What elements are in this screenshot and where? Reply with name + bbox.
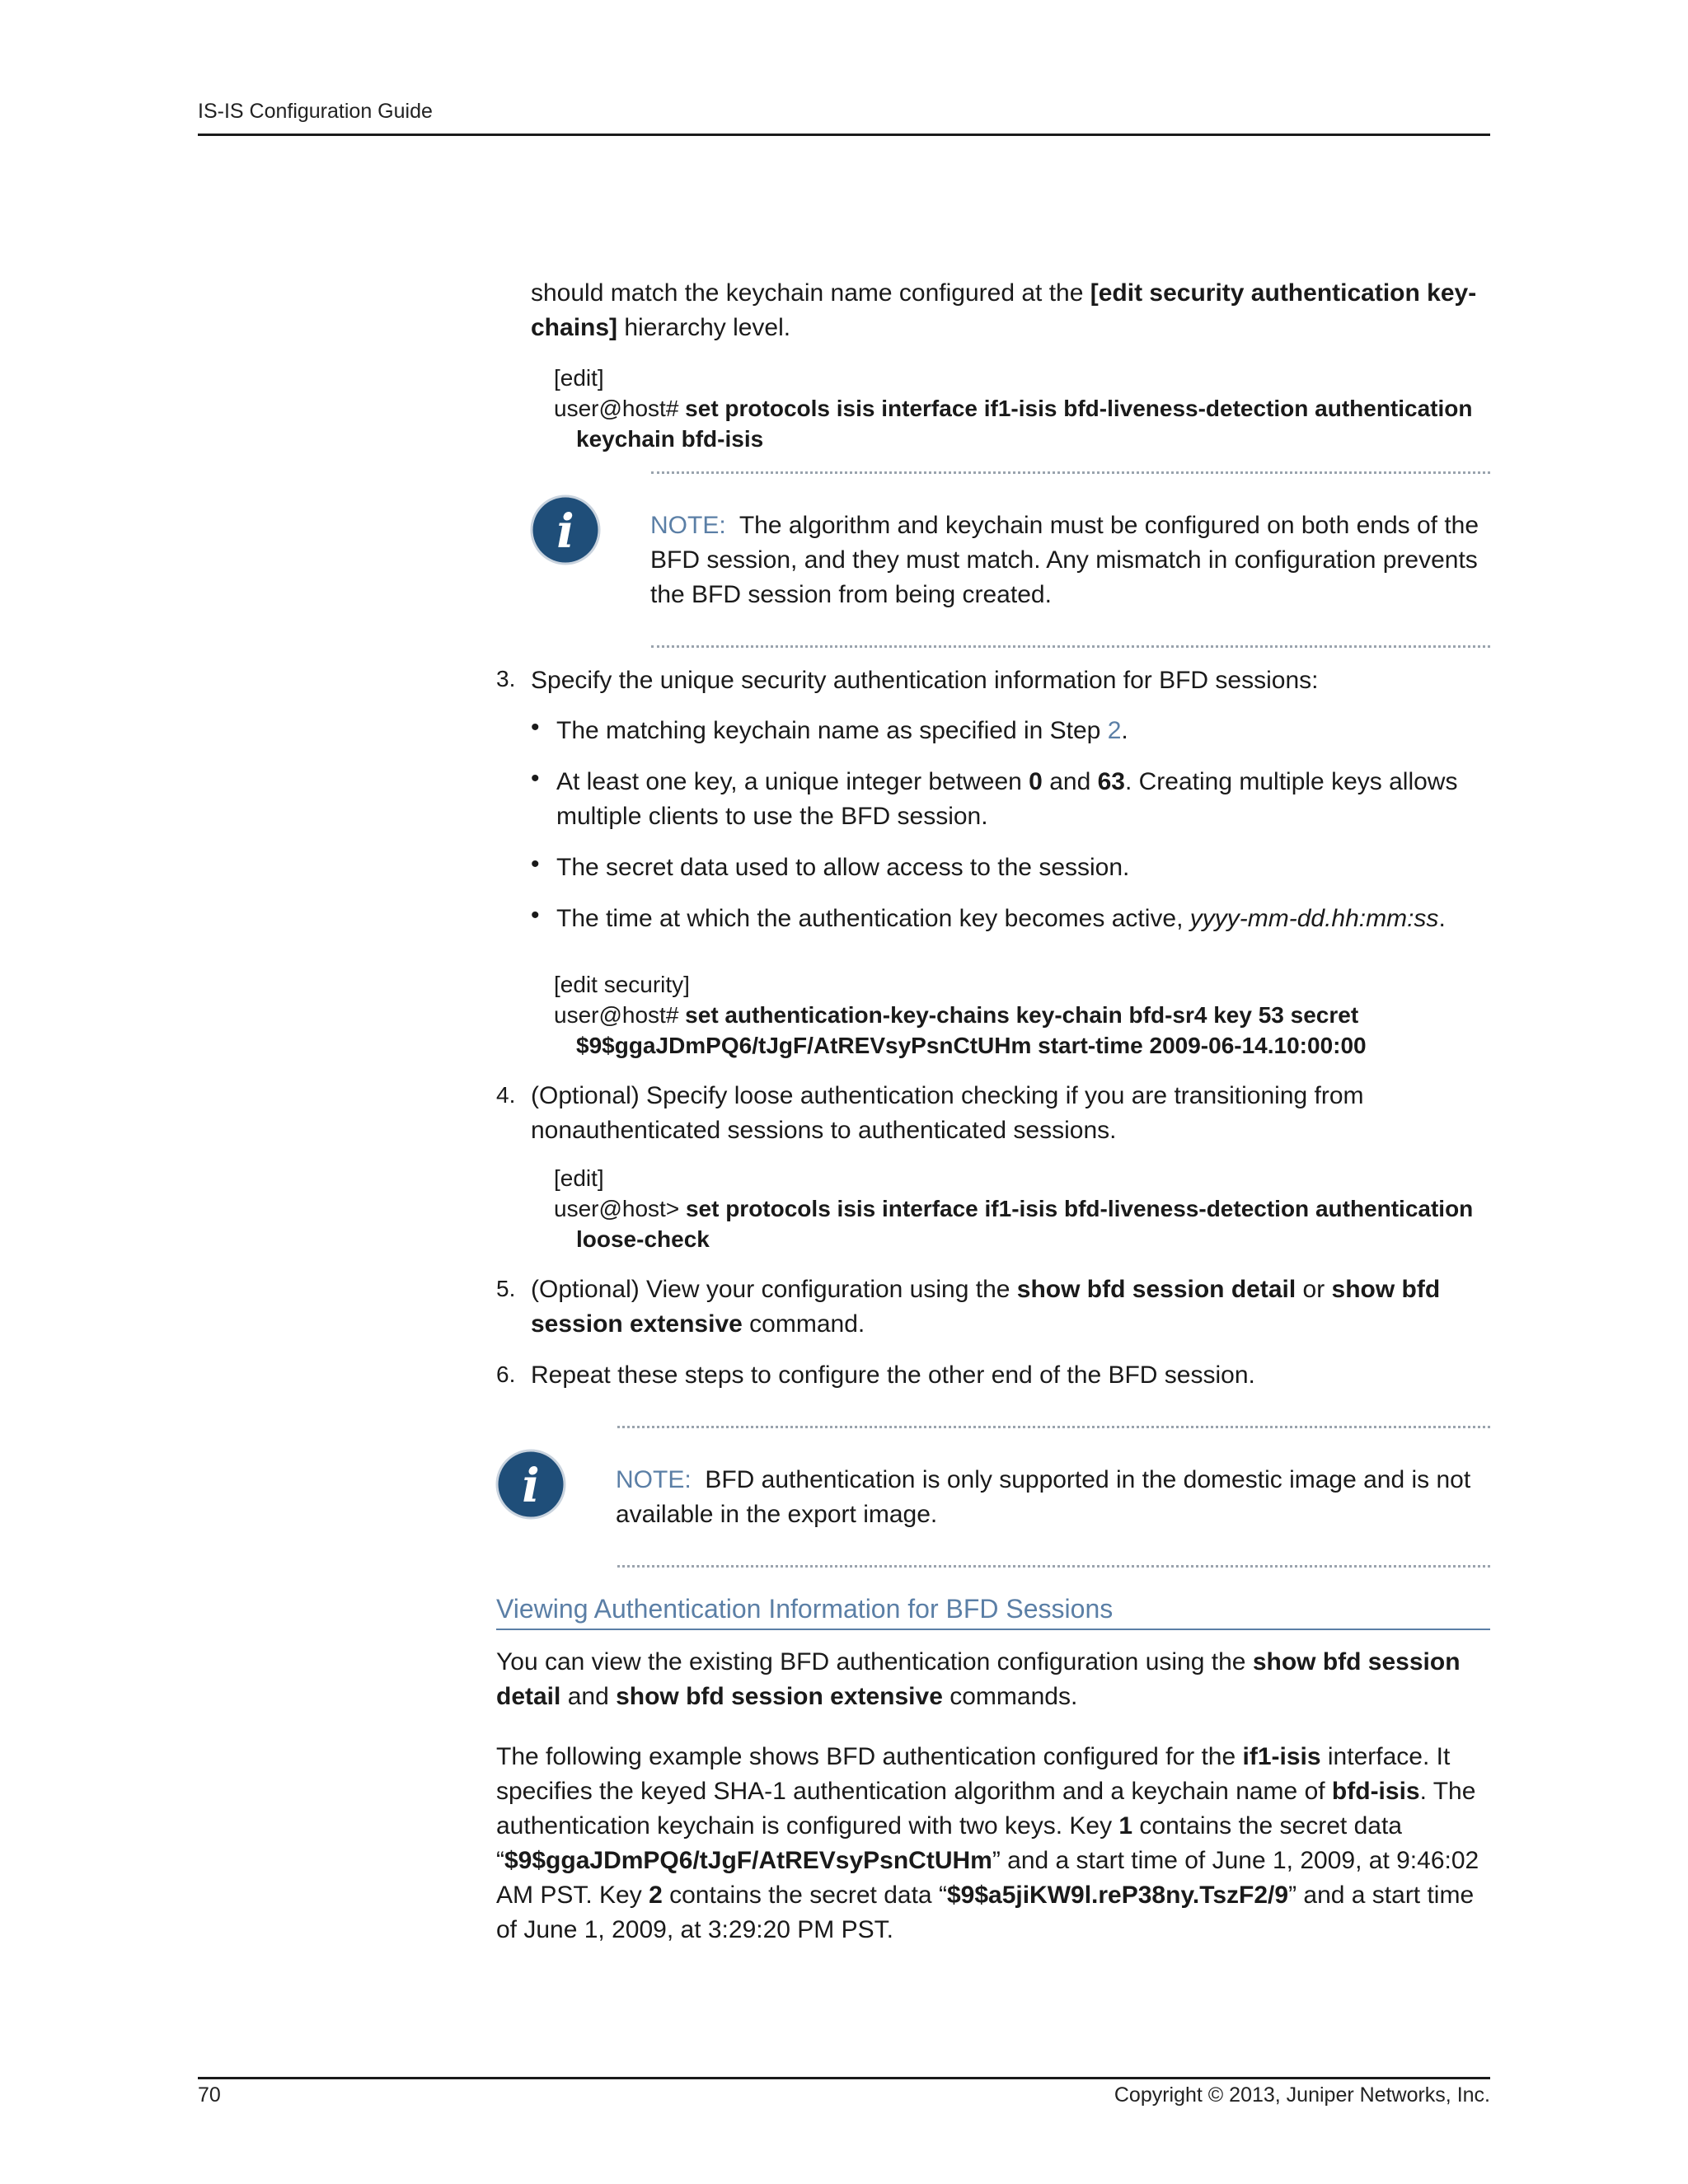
cli-prompt: user@host# xyxy=(554,1002,686,1028)
section-heading-rule xyxy=(496,1629,1490,1630)
note-divider-bottom xyxy=(651,645,1490,648)
command-block xyxy=(554,969,1502,1061)
step-text: (Optional) View your configuration using the show bfd session detail or show bfd session extensive command. xyxy=(531,1276,1441,1338)
section-heading: Viewing Authentication Information for BFD Sessions xyxy=(496,1594,1114,1624)
list-item: The time at which the authentication key becomes active, yyyy-mm-dd.hh:mm:ss. xyxy=(556,905,1446,932)
cli-command: set protocols isis interface if1-isis bfd-liveness-detection authentication xyxy=(685,396,1473,421)
bullet-icon: • xyxy=(531,902,540,929)
cli-context: [edit] xyxy=(554,365,604,391)
note-label: NOTE: xyxy=(650,512,726,539)
list-item: At least one key, a unique integer between 0 and 63. Creating multiple keys allows multiple clients to use the BFD session. xyxy=(556,768,1458,830)
step-number: 4. xyxy=(496,1082,516,1108)
command-block xyxy=(554,1163,1502,1254)
svg-text:i: i xyxy=(522,1459,540,1513)
step-text: Specify the unique security authentication information for BFD sessions: xyxy=(531,667,1319,694)
command-block xyxy=(554,363,1502,454)
note-text: The algorithm and keychain must be configured on both ends of the BFD session, and they must match. Any mismatch in configuration prevents the BFD session from being created. xyxy=(650,512,1479,608)
cli-prompt: user@host# xyxy=(554,396,686,421)
intro-paragraph: should match the keychain name configured at the [edit security authentication key-chains] hierarchy level. xyxy=(531,279,1477,341)
step-number: 6. xyxy=(496,1361,516,1387)
header-rule xyxy=(198,134,1490,136)
info-icon xyxy=(530,494,601,565)
note-divider-top xyxy=(651,471,1490,474)
running-header: IS-IS Configuration Guide xyxy=(198,100,433,123)
cli-prompt: user@host> xyxy=(554,1196,686,1221)
svg-text:i: i xyxy=(556,504,574,559)
step-number: 5. xyxy=(496,1276,516,1301)
footer-rule xyxy=(198,2077,1490,2079)
cli-context: [edit security] xyxy=(554,972,690,997)
note-divider-top xyxy=(617,1426,1490,1428)
cli-command-continued: keychain bfd-isis xyxy=(576,426,764,452)
cli-command: set authentication-key-chains key-chain bfd-sr4 key 53 secret xyxy=(685,1002,1359,1028)
bullet-icon: • xyxy=(531,714,540,741)
note-divider-bottom xyxy=(617,1565,1490,1568)
cli-command-continued: loose-check xyxy=(576,1226,710,1252)
step-number: 3. xyxy=(496,666,516,691)
step-link[interactable]: 2 xyxy=(1107,717,1122,744)
info-icon xyxy=(495,1449,566,1520)
bullet-icon: • xyxy=(531,851,540,878)
list-item: The secret data used to allow access to the session. xyxy=(556,854,1130,881)
cli-command-continued: $9$ggaJDmPQ6/tJgF/AtREVsyPsnCtUHm start-time 2009-06-14.10:00:00 xyxy=(576,1033,1367,1058)
copyright-notice: Copyright © 2013, Juniper Networks, Inc. xyxy=(1114,2083,1490,2107)
bullet-icon: • xyxy=(531,765,540,792)
step-text: Repeat these steps to configure the other end of the BFD session. xyxy=(531,1361,1255,1389)
cli-context: [edit] xyxy=(554,1165,604,1191)
note-box xyxy=(650,509,1491,612)
section-paragraph: You can view the existing BFD authentication configuration using the show bfd session detail and show bfd session extensive commands. xyxy=(496,1648,1461,1710)
list-item: The matching keychain name as specified in Step 2. xyxy=(556,717,1128,744)
page-number: 70 xyxy=(198,2083,221,2107)
step-text: (Optional) Specify loose authentication checking if you are transitioning from nonauthenticated sessions to authenticated sessions. xyxy=(531,1082,1364,1144)
note-box xyxy=(616,1463,1489,1532)
note-label: NOTE: xyxy=(616,1466,692,1493)
note-text: BFD authentication is only supported in the domestic image and is not available in the export image. xyxy=(616,1466,1471,1528)
cli-command: set protocols isis interface if1-isis bfd-liveness-detection authentication xyxy=(685,1196,1474,1221)
section-paragraph: The following example shows BFD authentication configured for the if1-isis interface. It specifies the keyed SHA-1 authentication algorithm and a keychain name of bfd-isis. The authentication keychain is configured with two keys. Key 1 contains the secret data “$9$ggaJDmPQ6/tJgF/AtREVsyPsnCtUHm” and a start time of June 1, 2009, at 9:46:02 AM PST. Key 2 contains the secret data “$9$a5jiKW9l.reP38ny.TszF2/9” and a start time of June 1, 2009, at 3:29:20 PM PST. xyxy=(496,1743,1479,1943)
